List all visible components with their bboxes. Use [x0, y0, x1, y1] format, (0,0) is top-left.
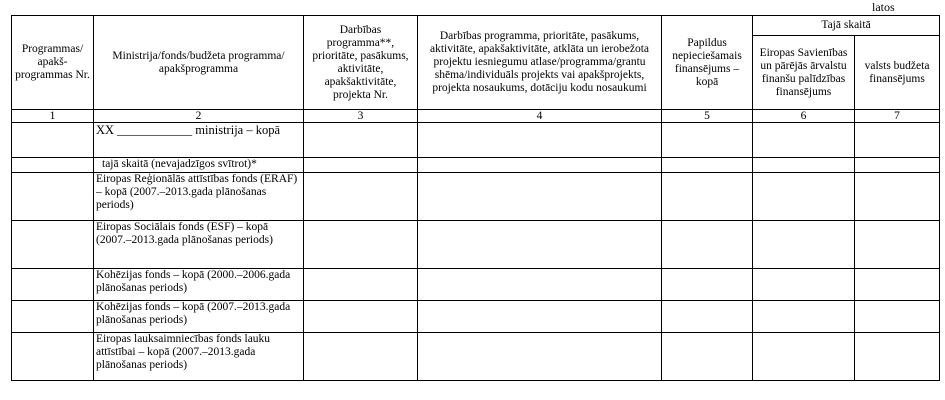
empty-cell: [753, 333, 855, 381]
table-row: [12, 221, 940, 269]
header-state-budget-funding: valsts budžeta finansējums: [855, 36, 940, 110]
empty-cell: [753, 173, 855, 221]
column-number: 3: [304, 110, 418, 123]
currency-unit-label: latos: [872, 0, 895, 14]
empty-cell: [753, 301, 855, 333]
empty-cell: [662, 333, 753, 381]
empty-cell: [418, 269, 662, 301]
header-row-top: [12, 16, 940, 36]
column-number: 6: [753, 110, 855, 123]
empty-cell: [304, 301, 418, 333]
empty-cell: [662, 269, 753, 301]
column-number: 4: [418, 110, 662, 123]
header-program-number: Programmas/ apakš-programmas Nr.: [12, 16, 94, 110]
empty-cell: [12, 221, 94, 269]
header-project-details: Darbības programma, prioritāte, pasākums, aktivitāte, apakšaktivitāte, atklāta un ierobežota projektu iesniegumu atlase/programma/grantu shēma/individuāls projekts vai apakšprojekts, projekta nosaukums, dotāciju kodu nosaukumi: [418, 16, 662, 110]
empty-cell: [753, 221, 855, 269]
table-row: [12, 158, 940, 173]
empty-cell: [662, 123, 753, 158]
empty-cell: [304, 123, 418, 158]
fund-label-eafrd: Eiropas lauksaimniecības fonds lauku attīstībai – kopā (2007.–2013.gada plānošanas periods): [94, 333, 304, 381]
table-row: [12, 123, 940, 158]
empty-cell: [12, 173, 94, 221]
empty-cell: [418, 158, 662, 173]
empty-cell: [304, 221, 418, 269]
empty-cell: [12, 123, 94, 158]
budget-table: [11, 15, 940, 381]
empty-cell: [418, 301, 662, 333]
including-label: tajā skaitā (nevajadzīgos svītrot)*: [94, 158, 304, 173]
table-row: [12, 173, 940, 221]
empty-cell: [855, 269, 940, 301]
fund-label-esf: Eiropas Sociālais fonds (ESF) – kopā (2007.–2013.gada plānošanas periods): [94, 221, 304, 269]
empty-cell: [662, 221, 753, 269]
column-number: 2: [94, 110, 304, 123]
empty-cell: [753, 158, 855, 173]
empty-cell: [855, 221, 940, 269]
empty-cell: [662, 301, 753, 333]
fund-label-cohesion-2000: Kohēzijas fonds – kopā (2000.–2006.gada plānošanas periods): [94, 269, 304, 301]
header-operational-programme: Darbības programma**, prioritāte, pasākums, aktivitāte, apakšaktivitāte, projekta Nr.: [304, 16, 418, 110]
table-row: [12, 269, 940, 301]
fund-label-cohesion-2007: Kohēzijas fonds – kopā (2007.–2013.gada plānošanas periods): [94, 301, 304, 333]
empty-cell: [855, 173, 940, 221]
empty-cell: [418, 123, 662, 158]
empty-cell: [304, 333, 418, 381]
header-additional-funding-total: Papildus nepieciešamais finansējums – kopā: [662, 16, 753, 110]
empty-cell: [12, 158, 94, 173]
fund-label-erdf: Eiropas Reģionālās attīstības fonds (ERAF) – kopā (2007.–2013.gada plānošanas periods): [94, 173, 304, 221]
empty-cell: [855, 333, 940, 381]
empty-cell: [662, 158, 753, 173]
header-including-group: Tajā skaitā: [753, 16, 940, 36]
empty-cell: [855, 123, 940, 158]
empty-cell: [304, 158, 418, 173]
empty-cell: [12, 333, 94, 381]
empty-cell: [418, 221, 662, 269]
header-ministry: Ministrija/fonds/budžeta programma/ apakšprogramma: [94, 16, 304, 110]
column-number: 1: [12, 110, 94, 123]
empty-cell: [304, 269, 418, 301]
header-eu-funding: Eiropas Savienības un pārējās ārvalstu finanšu palīdzības finansējums: [753, 36, 855, 110]
column-number: 5: [662, 110, 753, 123]
empty-cell: [12, 269, 94, 301]
empty-cell: [304, 173, 418, 221]
column-number-row: [12, 110, 940, 123]
table-row: [12, 333, 940, 381]
empty-cell: [753, 269, 855, 301]
empty-cell: [855, 158, 940, 173]
empty-cell: [418, 173, 662, 221]
ministry-total-label: XX ____________ ministrija – kopā: [94, 123, 304, 158]
empty-cell: [753, 123, 855, 158]
empty-cell: [12, 301, 94, 333]
column-number: 7: [855, 110, 940, 123]
empty-cell: [418, 333, 662, 381]
empty-cell: [855, 301, 940, 333]
empty-cell: [662, 173, 753, 221]
table-row: [12, 301, 940, 333]
